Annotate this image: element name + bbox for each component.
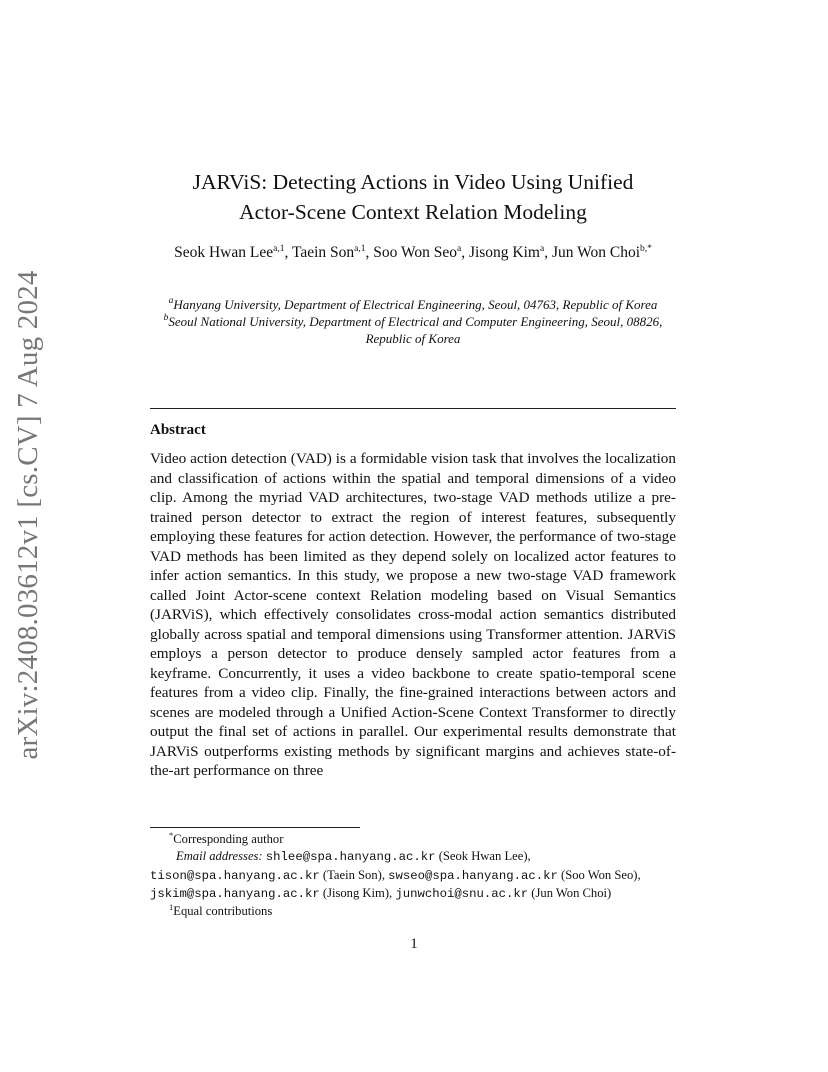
title-line-1: JARViS: Detecting Actions in Video Using Unified <box>192 170 634 194</box>
footnote-rule <box>150 827 360 828</box>
abstract-body: Video action detection (VAD) is a formidable vision task that involves the localization and classification of actions within the spatial and temporal dimensions of a video clip. Among the myriad VAD architectures, two-stage VAD methods utilize a pre-trained person detector to extract the region of interest features, subsequently employing these features for action detection. However, the performance of two-stage VAD methods has been limited as they depend solely on localized actor features to infer action semantics. In this study, we propose a new two-stage VAD framework called Joint Actor-scene context Relation modeling based on Visual Semantics (JARViS), which effectively consolidates cross-modal action semantics distributed globally across spatial and temporal dimensions using Transformer attention. JARViS employs a person detector to produce densely sampled actor features from a keyframe. Concurrently, it uses a video backbone to create spatio-temporal scene features from a video clip. Finally, the fine-grained interactions between actors and scenes are modeled through a Unified Action-Scene Context Transformer to directly output the final set of actions in parallel. Our experimental results demonstrate that JARViS outperforms existing methods by significant margins and achieves state-of-the-art performance on three <box>150 450 676 779</box>
email-line: tison@spa.hanyang.ac.kr (Taein Son), swseo@spa.hanyang.ac.kr (Soo Won Seo), <box>150 867 641 883</box>
author: Jun Won Choi$^{b,*}$ <box>551 244 652 261</box>
author-list: Seok Hwan Lee$^{a,1}$, Taein Son$^{a,1}$, Soo Won Seo$^a$, Jisong Kim$^a$, Jun Won Choi$^{b,*}$ <box>174 244 652 261</box>
email-line: jskim@spa.hanyang.ac.kr (Jisong Kim), junwchoi@snu.ac.kr (Jun Won Choi) <box>150 885 612 901</box>
email-link[interactable]: shlee@spa.hanyang.ac.kr <box>265 850 436 865</box>
affiliation-mark: b <box>163 313 169 323</box>
affiliation: $^b$Seoul National University, Department of Electrical and Computer Engineering, Seoul, 08826, Republic of Korea <box>163 313 663 346</box>
equal-contribution-note: $^1$Equal contributions <box>169 902 273 919</box>
author: Taein Son$^{a,1}$ <box>291 244 366 261</box>
arxiv-identifier: arXiv:2408.03612v1 [cs.CV] 7 Aug 2024 <box>12 270 44 760</box>
author-affiliation-mark: a <box>540 244 545 254</box>
page-number: 1 <box>410 936 418 952</box>
email-line: Email addresses: shlee@spa.hanyang.ac.kr (Seok Hwan Lee), <box>176 849 531 865</box>
email-link[interactable]: jskim@spa.hanyang.ac.kr <box>150 886 320 901</box>
email-link[interactable]: junwchoi@snu.ac.kr <box>395 886 529 901</box>
affiliations <box>150 296 676 347</box>
author-affiliation-mark: a <box>456 244 462 254</box>
author: Soo Won Seo$^a$ <box>373 244 462 261</box>
affiliation-mark: a <box>168 296 174 306</box>
author-affiliation-mark: a,1 <box>273 244 285 254</box>
title-line-2: Actor-Scene Context Relation Modeling <box>239 200 587 224</box>
email-label: Email addresses: <box>176 849 263 864</box>
affiliation: $^a$Hanyang University, Department of Electrical Engineering, Seoul, 04763, Republic of Korea <box>168 296 658 312</box>
footnotes <box>150 831 710 920</box>
corresponding-author-note: *Corresponding author <box>169 830 284 846</box>
horizontal-rule <box>150 408 676 409</box>
email-link[interactable]: swseo@spa.hanyang.ac.kr <box>388 868 558 883</box>
paper-title <box>150 167 676 227</box>
email-link[interactable]: tison@spa.hanyang.ac.kr <box>150 868 320 883</box>
abstract-heading: Abstract <box>150 422 206 438</box>
author-affiliation-mark: a,1 <box>354 244 366 254</box>
author: Jisong Kim$^a$ <box>468 244 545 261</box>
author-affiliation-mark: b,* <box>640 244 652 254</box>
author: Seok Hwan Lee$^{a,1}$ <box>174 244 285 261</box>
